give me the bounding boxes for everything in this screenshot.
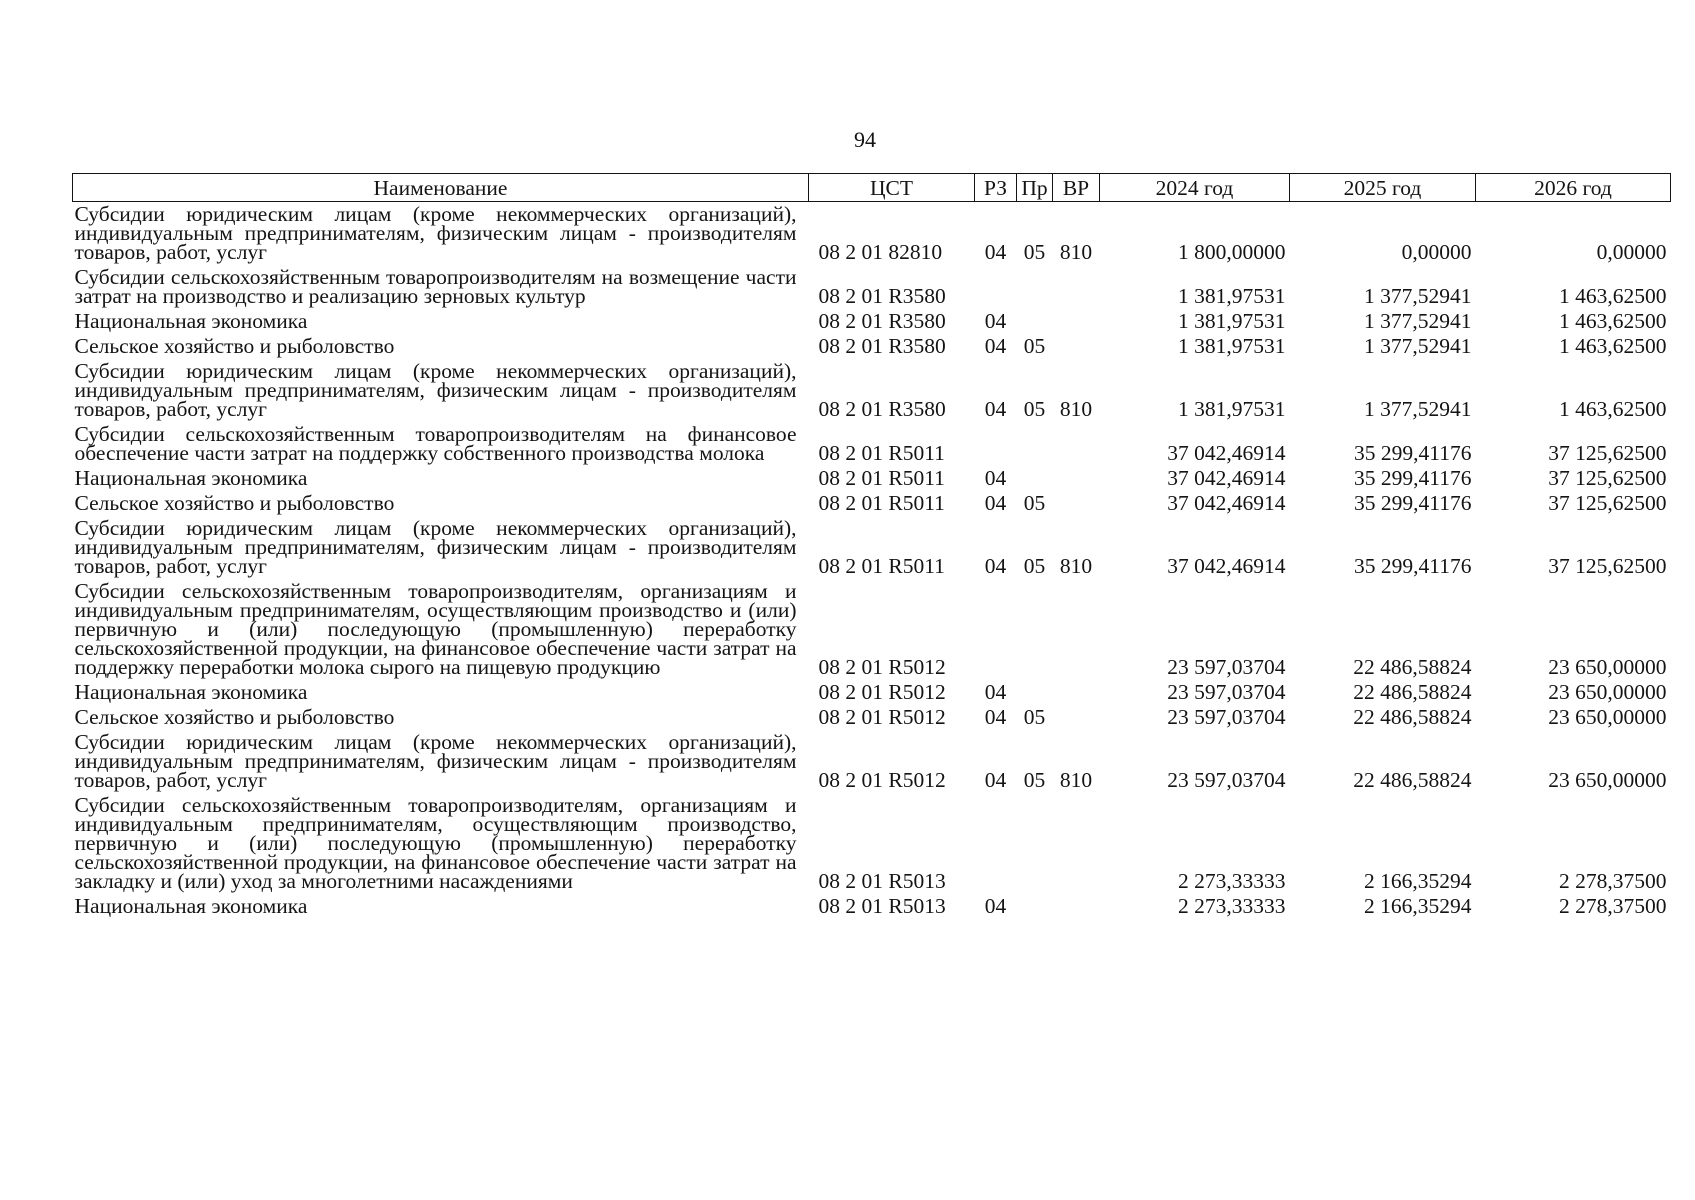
row-vr-cell <box>1053 265 1100 309</box>
table-row <box>73 265 1671 309</box>
row-pr-cell <box>1017 309 1053 334</box>
row-cst-cell: 08 2 01 R5011 <box>818 466 945 490</box>
row-vr-cell <box>1053 466 1100 491</box>
row-2025-value: 1 377,52941 <box>1364 334 1472 358</box>
row-rz-cell <box>975 793 1017 894</box>
row-2026-value: 2 278,37500 <box>1559 869 1667 893</box>
row-2026-value: 23 650,00000 <box>1548 705 1667 729</box>
row-pr-cell <box>1017 793 1053 894</box>
budget-table <box>72 173 1671 919</box>
row-rz-cell <box>975 265 1017 309</box>
row-2025-value: 2 166,35294 <box>1364 869 1472 893</box>
column-header-name: Наименование <box>73 174 809 202</box>
row-cst-cell: 08 2 01 R5012 <box>818 768 946 792</box>
table-row <box>73 894 1671 919</box>
table-row <box>73 516 1671 579</box>
row-rz-cell: 04 <box>984 240 1007 264</box>
column-header-rz: РЗ <box>975 174 1017 202</box>
row-vr-cell <box>1053 894 1100 919</box>
row-2026-value: 23 650,00000 <box>1548 655 1667 679</box>
row-cst-cell: 08 2 01 R3580 <box>818 284 946 308</box>
row-2024-value: 1 800,00000 <box>1178 240 1286 264</box>
row-rz-cell: 04 <box>984 768 1007 792</box>
row-cst-cell: 08 2 01 R5011 <box>818 441 945 465</box>
row-2024-value: 1 381,97531 <box>1178 397 1286 421</box>
row-2026-value: 23 650,00000 <box>1548 680 1667 704</box>
row-name-cell: Субсидии юридическим лицам (кроме некоммерческих организаций), индивидуальным предпринимателям, физическим лицам - производителям товаров, работ, услуг <box>74 202 797 264</box>
row-pr-cell: 05 <box>1023 334 1046 358</box>
row-cst-cell: 08 2 01 R5012 <box>818 705 946 729</box>
row-2026-value: 0,00000 <box>1596 240 1667 264</box>
row-2025-value: 35 299,41176 <box>1354 441 1472 465</box>
row-rz-cell: 04 <box>984 491 1007 515</box>
table-row <box>73 466 1671 491</box>
column-header-cst: ЦСТ <box>809 174 975 202</box>
row-cst-cell: 08 2 01 R5013 <box>818 894 946 918</box>
row-cst-cell: 08 2 01 R5011 <box>818 491 945 515</box>
row-cst-cell: 08 2 01 R5011 <box>818 554 945 578</box>
row-2024-value: 1 381,97531 <box>1178 334 1286 358</box>
row-2026-value: 1 463,62500 <box>1559 309 1667 333</box>
row-rz-cell: 04 <box>984 680 1007 704</box>
row-2024-value: 37 042,46914 <box>1167 554 1286 578</box>
row-pr-cell: 05 <box>1023 705 1046 729</box>
row-pr-cell: 05 <box>1023 397 1046 421</box>
row-2024-value: 1 381,97531 <box>1178 309 1286 333</box>
row-pr-cell <box>1017 579 1053 680</box>
row-name-cell: Национальная экономика <box>74 309 308 333</box>
row-cst-cell: 08 2 01 R3580 <box>818 309 946 333</box>
table-row <box>73 491 1671 516</box>
column-header-2024: 2024 год <box>1100 174 1290 202</box>
row-rz-cell: 04 <box>984 466 1007 490</box>
row-2025-value: 35 299,41176 <box>1354 554 1472 578</box>
row-vr-cell <box>1053 793 1100 894</box>
table-row <box>73 793 1671 894</box>
table-row <box>73 334 1671 359</box>
row-vr-cell <box>1053 334 1100 359</box>
row-2024-value: 37 042,46914 <box>1167 466 1286 490</box>
row-cst-cell: 08 2 01 82810 <box>818 240 943 264</box>
row-2025-value: 35 299,41176 <box>1354 491 1472 515</box>
row-2025-value: 22 486,58824 <box>1353 680 1472 704</box>
row-2026-value: 1 463,62500 <box>1559 334 1667 358</box>
row-name-cell: Субсидии сельскохозяйственным товаропроизводителям на возмещение части затрат на производство и реализацию зерновых культур <box>74 265 797 308</box>
row-rz-cell: 04 <box>984 554 1007 578</box>
row-pr-cell <box>1017 422 1053 466</box>
row-rz-cell: 04 <box>984 334 1007 358</box>
row-name-cell: Субсидии юридическим лицам (кроме некоммерческих организаций), индивидуальным предпринимателям, физическим лицам - производителям товаров, работ, услуг <box>74 516 797 578</box>
row-2025-value: 0,00000 <box>1401 240 1472 264</box>
row-rz-cell: 04 <box>984 894 1007 918</box>
row-name-cell: Субсидии сельскохозяйственным товаропроизводителям, организациям и индивидуальным предпринимателям, осуществляющим производство, первичную и (или) последующую (промышленную) переработку сельскохозяйственной продукции, на финансовое обеспечение части затрат на закладку и (или) уход за многолетними насаждениями <box>74 793 797 893</box>
row-2025-value: 22 486,58824 <box>1353 655 1472 679</box>
row-pr-cell <box>1017 265 1053 309</box>
table-row <box>73 359 1671 422</box>
row-2024-value: 1 381,97531 <box>1178 284 1286 308</box>
row-name-cell: Национальная экономика <box>74 466 308 490</box>
row-vr-cell: 810 <box>1059 397 1093 421</box>
row-2024-value: 2 273,33333 <box>1178 869 1286 893</box>
row-pr-cell <box>1017 680 1053 705</box>
table-row <box>73 705 1671 730</box>
table-header-row <box>73 174 1671 202</box>
row-2026-value: 23 650,00000 <box>1548 768 1667 792</box>
row-2026-value: 2 278,37500 <box>1559 894 1667 918</box>
row-rz-cell: 04 <box>984 397 1007 421</box>
column-header-2026: 2026 год <box>1476 174 1671 202</box>
row-name-cell: Сельское хозяйство и рыболовство <box>74 334 395 358</box>
row-pr-cell <box>1017 894 1053 919</box>
row-name-cell: Субсидии юридическим лицам (кроме некоммерческих организаций), индивидуальным предпринимателям, физическим лицам - производителям товаров, работ, услуг <box>74 730 797 792</box>
table-row <box>73 579 1671 680</box>
row-2024-value: 37 042,46914 <box>1167 441 1286 465</box>
row-2026-value: 37 125,62500 <box>1548 491 1667 515</box>
row-name-cell: Сельское хозяйство и рыболовство <box>74 491 395 515</box>
row-rz-cell: 04 <box>984 309 1007 333</box>
row-cst-cell: 08 2 01 R3580 <box>818 334 946 358</box>
row-name-cell: Субсидии сельскохозяйственным товаропроизводителям на финансовое обеспечение части затрат на поддержку собственного производства молока <box>74 422 797 465</box>
row-vr-cell <box>1053 309 1100 334</box>
row-vr-cell <box>1053 705 1100 730</box>
row-2024-value: 23 597,03704 <box>1167 680 1286 704</box>
table-row <box>73 680 1671 705</box>
table-row <box>73 202 1671 266</box>
row-2024-value: 2 273,33333 <box>1178 894 1286 918</box>
column-header-pr: Пр <box>1017 174 1053 202</box>
row-cst-cell: 08 2 01 R5013 <box>818 869 946 893</box>
table-row <box>73 309 1671 334</box>
row-name-cell: Национальная экономика <box>74 680 308 704</box>
row-2026-value: 1 463,62500 <box>1559 284 1667 308</box>
row-vr-cell <box>1053 491 1100 516</box>
row-rz-cell: 04 <box>984 705 1007 729</box>
row-cst-cell: 08 2 01 R5012 <box>818 680 946 704</box>
row-vr-cell <box>1053 579 1100 680</box>
row-pr-cell: 05 <box>1023 768 1046 792</box>
row-pr-cell: 05 <box>1023 491 1046 515</box>
row-2026-value: 37 125,62500 <box>1548 466 1667 490</box>
row-2024-value: 23 597,03704 <box>1167 705 1286 729</box>
page-number: 94 <box>854 127 876 152</box>
row-2025-value: 22 486,58824 <box>1353 705 1472 729</box>
row-2024-value: 23 597,03704 <box>1167 655 1286 679</box>
row-2025-value: 1 377,52941 <box>1364 309 1472 333</box>
row-vr-cell: 810 <box>1059 554 1093 578</box>
row-2025-value: 2 166,35294 <box>1364 894 1472 918</box>
row-name-cell: Национальная экономика <box>74 894 308 918</box>
row-pr-cell: 05 <box>1023 554 1046 578</box>
row-vr-cell <box>1053 422 1100 466</box>
row-2026-value: 37 125,62500 <box>1548 554 1667 578</box>
row-pr-cell <box>1017 466 1053 491</box>
row-2025-value: 1 377,52941 <box>1364 397 1472 421</box>
table-body <box>73 202 1671 920</box>
row-cst-cell: 08 2 01 R3580 <box>818 397 946 421</box>
row-2025-value: 1 377,52941 <box>1364 284 1472 308</box>
row-name-cell: Субсидии сельскохозяйственным товаропроизводителям, организациям и индивидуальным предпринимателям, осуществляющим производство и (или) первичную и (или) последующую (промышленную) переработку сельскохозяйственной продукции, на финансовое обеспечение части затрат на поддержку переработки молока сырого на пищевую продукцию <box>74 579 797 679</box>
row-cst-cell: 08 2 01 R5012 <box>818 655 946 679</box>
row-2025-value: 22 486,58824 <box>1353 768 1472 792</box>
row-rz-cell <box>975 422 1017 466</box>
table-row <box>73 422 1671 466</box>
row-2025-value: 35 299,41176 <box>1354 466 1472 490</box>
row-pr-cell: 05 <box>1023 240 1046 264</box>
row-rz-cell <box>975 579 1017 680</box>
row-vr-cell: 810 <box>1059 768 1093 792</box>
row-2024-value: 23 597,03704 <box>1167 768 1286 792</box>
table-row <box>73 730 1671 793</box>
row-vr-cell: 810 <box>1059 240 1093 264</box>
column-header-vr: ВР <box>1053 174 1100 202</box>
row-2024-value: 37 042,46914 <box>1167 491 1286 515</box>
row-name-cell: Сельское хозяйство и рыболовство <box>74 705 395 729</box>
row-2026-value: 37 125,62500 <box>1548 441 1667 465</box>
row-vr-cell <box>1053 680 1100 705</box>
column-header-2025: 2025 год <box>1290 174 1476 202</box>
row-name-cell: Субсидии юридическим лицам (кроме некоммерческих организаций), индивидуальным предпринимателям, физическим лицам - производителям товаров, работ, услуг <box>74 359 797 421</box>
row-2026-value: 1 463,62500 <box>1559 397 1667 421</box>
